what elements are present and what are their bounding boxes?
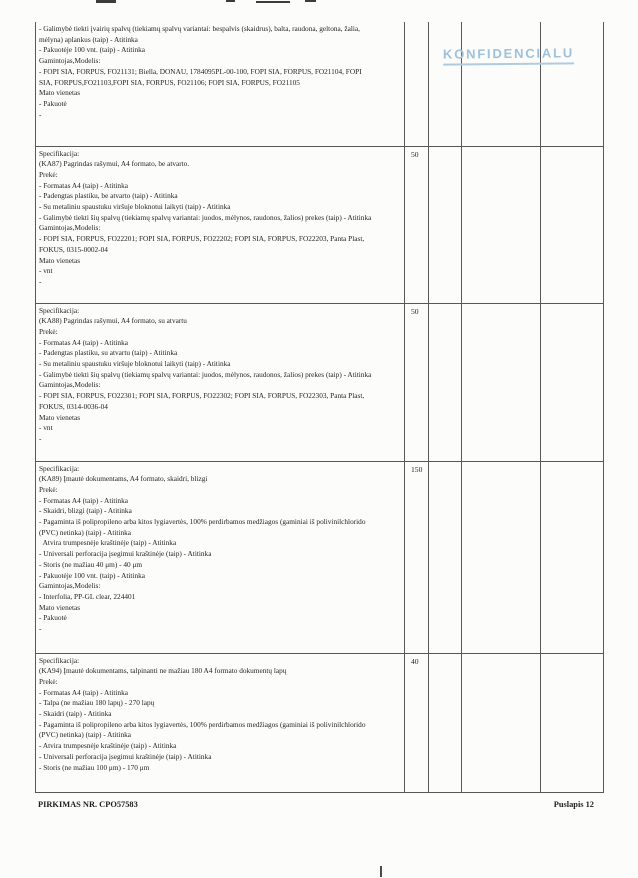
spec-line: Prekė: — [39, 676, 58, 686]
spec-line: (KA88) Pagrindas rašymui, A4 formato, su atvartu — [39, 316, 187, 326]
spec-line: (PVC) netinka) (taip) - Atitinka — [39, 527, 132, 537]
spec-line: mėlyna) aplankus (taip) - Atitinka — [39, 34, 138, 44]
spec-line: - Talpa (ne mažiau 180 lapų) - 270 lapų — [39, 698, 155, 708]
empty-cell — [541, 303, 604, 461]
spec-text-cell — [36, 303, 405, 461]
spec-line: Specifikacija: — [39, 305, 80, 315]
spec-text-cell — [36, 461, 405, 653]
spec-line: Gamintojas,Modelis: — [39, 380, 101, 390]
empty-cell — [541, 461, 604, 653]
spec-row-ka88 — [36, 303, 604, 461]
spec-line: - FOPI SIA, FORPUS, FO22301; FOPI SIA, FORPUS, FO22302; FOPI SIA, FORPUS, FO22303, Panta Plast, — [39, 391, 365, 401]
empty-cell — [429, 22, 462, 146]
spec-line: - Skaidri, blizgi (taip) - Atitinka — [39, 506, 132, 516]
spec-line: (KA94) Įmautė dokumentams, talpinanti ne mažiau 180 A4 formato dokumentų lapų — [39, 666, 287, 676]
empty-cell — [462, 146, 541, 303]
empty-cell — [462, 303, 541, 461]
spec-line: - — [39, 276, 42, 286]
empty-cell — [541, 22, 604, 146]
spec-line: Mato vienetas — [39, 602, 81, 612]
spec-line: - Pagaminta iš polipropileno arba kitos lygiavertės, 100% perdirbamos medžiagos (gaminiai iš polivinilchlorido — [39, 719, 366, 729]
spec-line: Prekė: — [39, 169, 58, 179]
scan-artifact — [305, 0, 316, 2]
spec-line: - Universali perforacija įsegimui kraštinėje (taip) - Atitinka — [39, 549, 212, 559]
spec-line: Mato vienetas — [39, 412, 81, 422]
confidential-stamp: KONFIDENCIALU — [443, 45, 574, 65]
spec-line: - FOPI SIA, FORPUS, FO21131; Biella, DONAU, 1784095PL-00-100, FOPI SIA, FORPUS, FO21104, FOPI — [39, 66, 362, 76]
spec-line: Gamintojas,Modelis: — [39, 581, 101, 591]
empty-cell — [429, 461, 462, 653]
spec-line: - Formatas A4 (taip) - Atitinka — [39, 687, 128, 697]
quantity-cell — [405, 22, 429, 146]
spec-line: - Storis (ne mažiau 100 μm) - 170 μm — [39, 762, 150, 772]
spec-line: - Pakuotėje 100 vnt. (taip) - Atitinka — [39, 570, 145, 580]
page-footer — [38, 800, 594, 809]
spec-line: Mato vienetas — [39, 255, 81, 265]
spec-line: - Atvira trumpesnėje kraštinėje (taip) - Atitinka — [39, 741, 177, 751]
spec-line: - Su metaliniu spaustuku viršuje bloknotui laikyti (taip) - Atitinka — [39, 359, 231, 369]
spec-line: - Formatas A4 (taip) - Atitinka — [39, 337, 128, 347]
spec-line: (PVC) netinka) (taip) - Atitinka — [39, 730, 132, 740]
spec-line: - FOPI SIA, FORPUS, FO22201; FOPI SIA, FORPUS, FO22202; FOPI SIA, FORPUS, FO22203, Panta Plast, — [39, 234, 365, 244]
spec-line: - Padengtas plastiku, be atvarto (taip) - Atitinka — [39, 191, 178, 201]
empty-cell — [462, 22, 541, 146]
specification-table — [35, 22, 604, 793]
spec-line: Prekė: — [39, 326, 58, 336]
spec-line: - Pakuotė — [39, 613, 67, 623]
spec-line: FOKUS, 0315-0002-04 — [39, 244, 108, 254]
empty-cell — [429, 303, 462, 461]
spec-line: - Storis (ne mažiau 40 μm) - 40 μm — [39, 559, 143, 569]
spec-line: - Skaidri (taip) - Atitinka — [39, 709, 112, 719]
spec-line: - Pakuotėje 100 vnt. (taip) - Atitinka — [39, 45, 145, 55]
spec-line: FOKUS, 0314-0036-04 — [39, 401, 108, 411]
spec-line: Specifikacija: — [39, 655, 80, 665]
spec-line: - Galimybė tiekti šių spalvų (tiekiamų spalvų variantai: juodos, mėlynos, raudonos, žalios) prekes (taip) - Atitinka — [39, 369, 372, 379]
spec-line: - Padengtas plastiku, su atvartu (taip) - Atitinka — [39, 348, 178, 358]
spec-line: (KA89) Įmautė dokumentams, A4 formato, skaidri, blizgi — [39, 474, 208, 484]
spec-line: - Su metaliniu spaustuku viršuje bloknotui laikyti (taip) - Atitinka — [39, 202, 231, 212]
spec-line: - Galimybė tiekti įvairių spalvų (tiekiamų spalvų variantai: bespalvis (skaidrus), balta, raudona, geltona, žalia, — [39, 24, 360, 33]
spec-row-ka89 — [36, 461, 604, 653]
spec-line: SIA, FORPUS,FO21103,FOPI SIA, FORPUS, FO21106; FOPI SIA, FORPUS, FO21105 — [39, 77, 300, 87]
page-number: Puslapis 12 — [553, 800, 594, 809]
quantity-cell: 50 — [405, 146, 429, 303]
spec-line: Prekė: — [39, 484, 58, 494]
scan-artifact — [256, 1, 290, 3]
spec-line: Gamintojas,Modelis: — [39, 56, 101, 66]
scan-artifact — [226, 0, 235, 2]
procurement-number: PIRKIMAS NR. CPO57583 — [38, 800, 138, 809]
spec-row-continued — [36, 22, 604, 146]
scan-artifact — [96, 0, 116, 3]
spec-line: Specifikacija: — [39, 148, 80, 158]
empty-cell — [541, 146, 604, 303]
spec-line: Gamintojas,Modelis: — [39, 223, 101, 233]
spec-line: - Interfolia, PP-GL clear, 224401 — [39, 591, 136, 601]
empty-cell — [462, 461, 541, 653]
spec-text-cell — [36, 146, 405, 303]
spec-line: - Universali perforacija įsegimui kraštinėje (taip) - Atitinka — [39, 751, 212, 761]
spec-line: Mato vienetas — [39, 88, 81, 98]
spec-line: (KA87) Pagrindas rašymui, A4 formato, be atvarto. — [39, 159, 190, 169]
spec-line: Specifikacija: — [39, 463, 80, 473]
spec-text-cell — [36, 653, 405, 792]
spec-line: - Pagaminta iš polipropileno arba kitos lygiavertės, 100% perdirbamos medžiagos (gaminiai iš polivinilchlorido — [39, 517, 366, 527]
spec-line: - Pakuotė — [39, 98, 67, 108]
spec-line: - Galimybė tiekti šių spalvų (tiekiamų spalvų variantai: juodos, mėlynos, raudonos, žalios) prekes (taip) - Atitinka — [39, 212, 372, 222]
quantity-cell: 50 — [405, 303, 429, 461]
spec-line: - Formatas A4 (taip) - Atitinka — [39, 180, 128, 190]
spec-line: - vnt — [39, 266, 53, 276]
empty-cell — [541, 653, 604, 792]
scan-artifact — [380, 866, 382, 877]
spec-row-ka94 — [36, 653, 604, 792]
spec-line: - — [39, 624, 42, 634]
quantity-cell: 40 — [405, 653, 429, 792]
spec-line: - Formatas A4 (taip) - Atitinka — [39, 495, 128, 505]
spec-row-ka87 — [36, 146, 604, 303]
quantity-cell: 150 — [405, 461, 429, 653]
spec-line: Atvira trumpesnėje kraštinėje (taip) - Atitinka — [39, 538, 177, 548]
empty-cell — [429, 653, 462, 792]
spec-line: - vnt — [39, 423, 53, 433]
spec-line: - — [39, 433, 42, 443]
empty-cell — [429, 146, 462, 303]
spec-line: - — [39, 109, 42, 119]
empty-cell — [462, 653, 541, 792]
spec-text-cell — [36, 22, 405, 146]
